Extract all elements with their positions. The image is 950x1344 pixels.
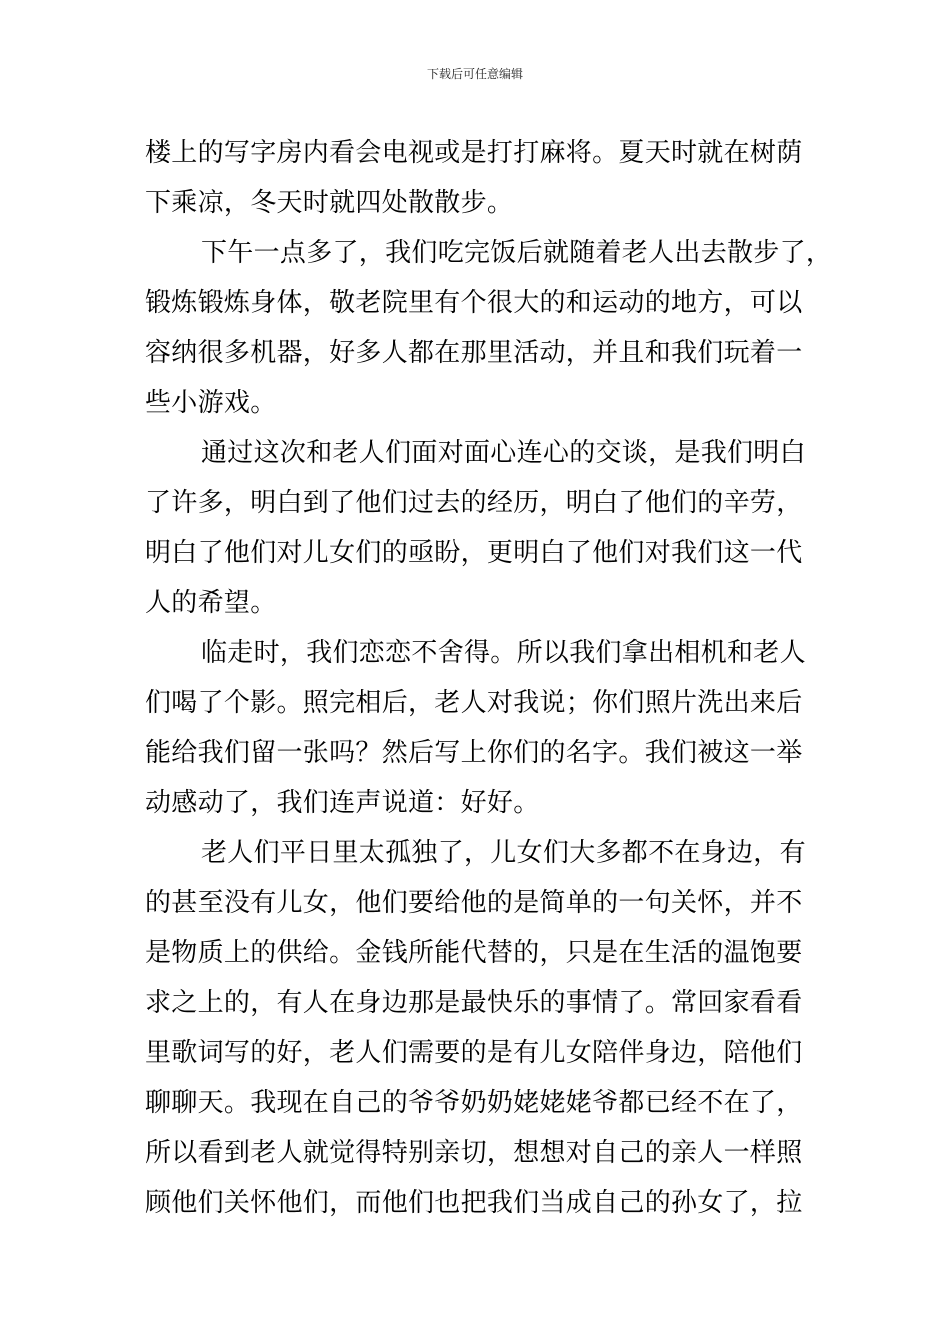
text-line: 人的希望。 [145,588,277,618]
paragraph [145,828,810,1228]
paragraph [145,228,833,428]
text-line: 们喝了个影。照完相后，老人对我说；你们照片洗出来后 [145,688,803,718]
text-line: 下乘凉，冬天时就四处散散步。 [145,188,514,218]
text-line: 动感动了，我们连声说道：好好。 [145,788,540,818]
document-body [145,128,833,1228]
text-line: 老人们平日里太孤独了，儿女们大多都不在身边，有 [201,838,806,868]
text-line: 楼上的写字房内看会电视或是打打麻将。夏天时就在树荫 [145,138,803,168]
paragraph [145,428,810,628]
text-line: 是物质上的供给。金钱所能代替的，只是在生活的温饱要 [145,938,803,968]
text-line: 临走时，我们恋恋不舍得。所以我们拿出相机和老人 [201,638,806,668]
text-line: 所以看到老人就觉得特别亲切，想想对自己的亲人一样照 [145,1138,803,1168]
text-line: 里歌词写的好，老人们需要的是有儿女陪伴身边，陪他们 [145,1038,803,1068]
text-line: 通过这次和老人们面对面心连心的交谈，是我们明白 [201,438,806,468]
paragraph [145,628,810,828]
text-line: 明白了他们对儿女们的亟盼，更明白了他们对我们这一代 [145,538,803,568]
text-line: 容纳很多机器，好多人都在那里活动，并且和我们玩着一 [145,338,803,368]
text-line: 锻炼锻炼身体，敬老院里有个很大的和运动的地方，可以 [145,288,803,318]
paragraph [145,128,810,228]
text-line: 下午一点多了，我们吃完饭后就随着老人出去散步了， [201,238,833,268]
text-line: 些小游戏。 [145,388,277,418]
text-line: 求之上的，有人在身边那是最快乐的事情了。常回家看看 [145,988,803,1018]
text-line: 聊聊天。我现在自己的爷爷奶奶姥姥姥爷都已经不在了， [145,1088,803,1118]
text-line: 顾他们关怀他们，而他们也把我们当成自己的孙女了，拉 [145,1188,803,1218]
text-line: 的甚至没有儿女，他们要给他的是简单的一句关怀，并不 [145,888,803,918]
text-line: 能给我们留一张吗？然后写上你们的名字。我们被这一举 [145,738,803,768]
page-header: 下载后可任意编辑 [426,67,523,81]
text-line: 了许多，明白到了他们过去的经历，明白了他们的辛劳， [145,488,803,518]
